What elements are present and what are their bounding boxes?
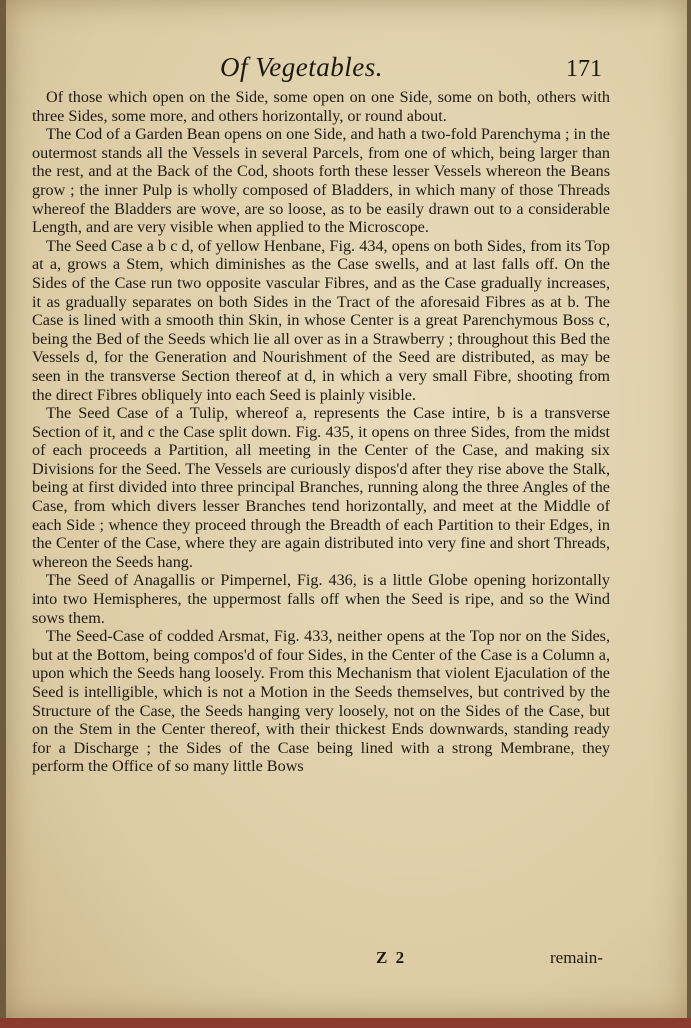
paragraph: The Seed-Case of codded Arsmat, Fig. 433, neither opens at the Top nor on the Sides, but at the Bottom, being compos'd of four Sides, in the Center of the Case is a Column a, upon which the Seeds hang loosely. From this Mechanism that violent Ejaculation of the Seed is intelligible, which is not a Motion in the Seeds themselves, but contrived by the Structure of the Case, the Seeds hanging very loosely, not on the Sides of the Case, but on the Stem in the Center thereof, with their thickest Ends downwards, standing ready for a Discharge ; the Sides of the Case being lined with a strong Membrane, they perform the Office of so many little Bows	[32, 627, 610, 776]
page-header	[6, 52, 691, 88]
paragraph: The Seed Case of a Tulip, whereof a, represents the Case intire, b is a transverse Section of it, and c the Case split down. Fig. 435, it opens on three Sides, from the midst of each proceeds a Partition, all meeting in the Center of the Case, and making six Divisions for the Seed. The Vessels are curiously dispos'd after they rise above the Stalk, being at first divided into three principal Branches, running along the three Angles of the Case, from which divers lesser Branches tend horizontally, and meet at the Middle of each Side ; whence they proceed through the Breadth of each Partition to their Edges, in the Center of the Case, where they are again distributed into very fine and short Threads, whereon the Seeds hang.	[32, 404, 610, 571]
paragraph: The Cod of a Garden Bean opens on one Side, and hath a two-fold Parenchyma ; in the outermost stands all the Vessels in several Parcels, from one of which, being larger than the rest, and at the Back of the Cod, shoots forth these lesser Vessels whereon the Beans grow ; the inner Pulp is wholly composed of Bladders, in which many of those Threads whereof the Bladders are wove, are so loose, as to be easily drawn out to a considerable Length, and are very visible when applied to the Microscope.	[32, 125, 610, 237]
paragraph: The Seed Case a b c d, of yellow Henbane, Fig. 434, opens on both Sides, from its Top at a, grows a Stem, which diminishes as the Case swells, and at last falls off. On the Sides of the Case run two opposite vascular Fibres, and as the Case gradually increases, it as gradually separates on both Sides in the Tract of the aforesaid Fibres as at b. The Case is lined with a smooth thin Skin, in whose Center is a great Parenchymous Boss c, being the Bed of the Seeds which lie all over as in a Strawberry ; throughout this Bed the Vessels d, for the Generation and Nourishment of the Seed are distributed, as may be seen in the transverse Section thereof at d, in which a very small Fibre, shooting from the direct Fibres obliquely into each Seed is plainly visible.	[32, 236, 610, 404]
running-head: Of Vegetables.	[220, 52, 383, 82]
signature-mark: Z 2	[376, 948, 407, 967]
book-page	[6, 0, 687, 1018]
page-footer	[6, 948, 691, 972]
page-edge-strip	[0, 1018, 691, 1028]
paragraph: Of those which open on the Side, some open on one Side, some on both, others with three Sides, some more, and others horizontally, or round about.	[32, 88, 610, 125]
body-text	[32, 88, 610, 776]
paragraph: The Seed of Anagallis or Pimpernel, Fig. 436, is a little Globe opening horizontally into two Hemispheres, the uppermost falls off when the Seed is ripe, and so the Wind sows them.	[32, 571, 610, 627]
catchword: remain-	[550, 948, 603, 967]
page-number: 171	[566, 56, 602, 82]
